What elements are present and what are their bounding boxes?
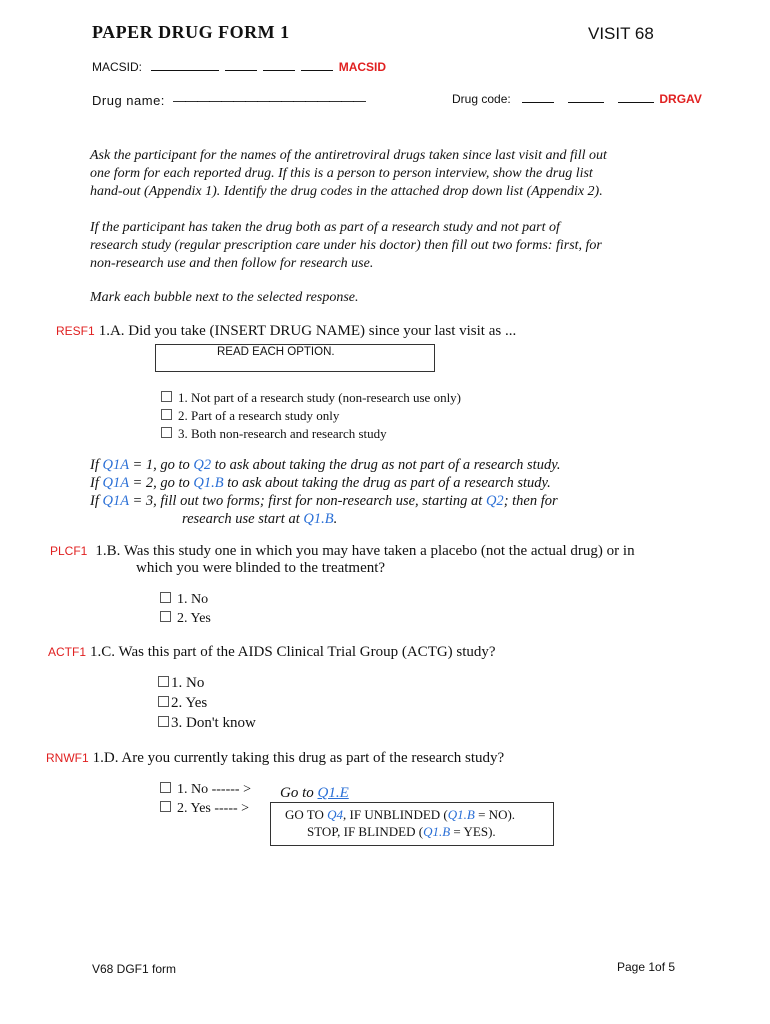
checkbox[interactable] [161, 391, 172, 402]
macsid-blank-1[interactable] [151, 58, 219, 71]
macsid-code: MACSID [338, 60, 387, 74]
read-each-option-text: READ EACH OPTION. [217, 346, 335, 358]
drug-code-row [452, 90, 702, 106]
skip-line: If Q1A = 3, fill out two forms; first for non-research use, starting at Q2; then for [90, 493, 558, 509]
instruction-paragraph-1 [90, 147, 680, 201]
instruction-line: If the participant has taken the drug both as part of a research study and not part of [90, 220, 560, 235]
question-1d [46, 749, 504, 767]
question-ref-link[interactable]: Q1.B [447, 807, 475, 822]
visit-number: VISIT 68 [588, 24, 654, 43]
checkbox[interactable] [160, 782, 171, 793]
instruction-line: Ask the participant for the names of the antiretroviral drugs taken since last visit and fill out [90, 148, 607, 163]
macsid-label: MACSID: [92, 60, 143, 74]
form-title: PAPER DRUG FORM 1 [92, 22, 290, 42]
drug-name-label: Drug name: [92, 93, 165, 108]
instruction-line: research study (regular prescription care under his doctor) then fill out two forms: first, for [90, 238, 602, 253]
option-item[interactable] [160, 799, 251, 818]
option-label: 3. Both non-research and research study [178, 426, 387, 441]
checkbox[interactable] [158, 716, 169, 727]
option-item[interactable] [160, 590, 211, 609]
q1c-options [158, 673, 256, 733]
option-item[interactable] [161, 389, 461, 407]
drug-code-label: Drug code: [452, 92, 511, 106]
checkbox[interactable] [158, 676, 169, 687]
option-label: 1. No [171, 675, 205, 691]
instruction-line: one form for each reported drug. If this is a person to person interview, show the drug list [90, 166, 593, 181]
skip-line: If Q1A = 1, go to Q2 to ask about taking the drug as not part of a research study. [90, 457, 561, 473]
q1a-options [161, 389, 461, 443]
option-item[interactable] [161, 407, 461, 425]
question-ref-link[interactable]: Q1A [102, 475, 129, 491]
checkbox[interactable] [160, 592, 171, 603]
macsid-row [92, 58, 386, 74]
checkbox[interactable] [160, 801, 171, 812]
option-item[interactable] [160, 609, 211, 628]
option-item[interactable] [161, 425, 461, 443]
option-label: 2. Yes [177, 611, 211, 626]
skip-line: research use start at Q1.B. [182, 511, 338, 527]
drug-name-row [92, 93, 365, 108]
question-code: ACTF1 [48, 645, 87, 659]
skip-line: If Q1A = 2, go to Q1.B to ask about taking the drug as part of a research study. [90, 475, 551, 491]
question-ref-link[interactable]: Q1.B [303, 511, 334, 527]
drug-name-blank[interactable]: ———————————————— [173, 93, 366, 108]
macsid-blank-2[interactable] [225, 58, 257, 71]
question-ref-link[interactable]: Q1A [102, 493, 129, 509]
checkbox[interactable] [161, 427, 172, 438]
instruction-line: hand-out (Appendix 1). Identify the drug codes in the attached drop down list (Appendix 2). [90, 184, 603, 199]
question-ref-link[interactable]: Q2 [485, 493, 504, 509]
question-1a [56, 322, 516, 340]
q1b-options [160, 590, 211, 628]
question-ref-link[interactable]: Q4 [327, 807, 344, 822]
question-text: 1.A. Did you take (INSERT DRUG NAME) since your last visit as ... [98, 323, 517, 339]
macsid-blank-4[interactable] [301, 58, 333, 71]
question-ref-link[interactable]: Q2 [193, 457, 212, 473]
checkbox[interactable] [160, 611, 171, 622]
option-label: 2. Part of a research study only [178, 408, 340, 423]
option-label: 1. Not part of a research study (non-research use only) [178, 390, 462, 405]
drug-code-blank-3[interactable] [618, 90, 654, 103]
checkbox[interactable] [158, 696, 169, 707]
drug-code-blank-2[interactable] [568, 90, 604, 103]
option-label: 2. Yes [171, 695, 208, 711]
option-item[interactable] [158, 713, 256, 733]
question-ref-link[interactable]: Q1.E [317, 785, 349, 801]
q1d-options [160, 780, 251, 818]
option-label: 2. Yes ----- > [177, 801, 250, 816]
checkbox[interactable] [161, 409, 172, 420]
question-text: which you were blinded to the treatment? [136, 560, 386, 576]
question-code: PLCF1 [50, 544, 88, 558]
option-label: 1. No [177, 592, 209, 607]
footer-page-number: Page 1of 5 [617, 960, 676, 974]
question-1c [48, 643, 496, 661]
question-text: 1.D. Are you currently taking this drug as part of the research study? [92, 750, 505, 766]
option-item[interactable] [158, 693, 256, 713]
question-1b [50, 542, 710, 577]
question-code: RESF1 [56, 324, 95, 338]
footer-form-id: V68 DGF1 form [92, 962, 177, 976]
skip-logic-q1a [90, 456, 710, 528]
option-item[interactable] [158, 673, 256, 693]
instruction-line: non-research use and then follow for research use. [90, 256, 374, 271]
question-ref-link[interactable]: Q1A [102, 457, 129, 473]
instruction-paragraph-3: Mark each bubble next to the selected response. [90, 290, 359, 305]
macsid-blank-3[interactable] [263, 58, 295, 71]
option-item[interactable] [160, 780, 251, 799]
question-code: RNWF1 [46, 751, 89, 765]
question-text: 1.B. Was this study one in which you may have taken a placebo (not the actual drug) or in [95, 543, 635, 559]
question-ref-link[interactable]: Q1.B [423, 824, 451, 839]
option-label: 1. No ------ > [177, 782, 251, 797]
instruction-paragraph-2 [90, 219, 680, 273]
question-ref-link[interactable]: Q1.B [193, 475, 224, 491]
skip-instruction-text: GO TO Q4, IF UNBLINDED (Q1.B = NO). STOP, IF BLINDED (Q1.B = YES). [285, 807, 516, 839]
question-text: 1.C. Was this part of the AIDS Clinical Trial Group (ACTG) study? [90, 644, 496, 660]
drug-code-blank-1[interactable] [522, 90, 554, 103]
option-label: 3. Don't know [171, 715, 256, 731]
goto-instruction: Go to Q1.E [280, 785, 349, 801]
drug-code-code: DRGAV [659, 92, 702, 106]
